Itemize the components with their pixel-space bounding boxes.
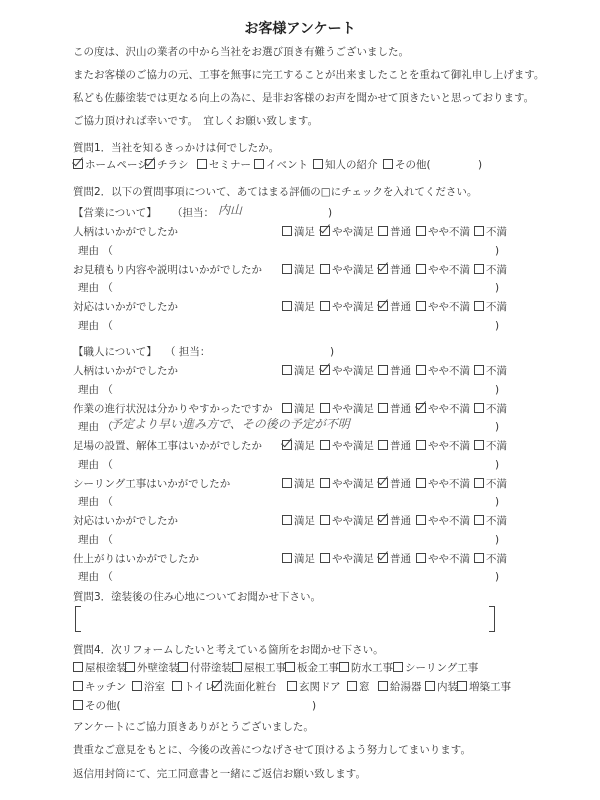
checkbox-icon[interactable] [383, 159, 393, 169]
rating-option[interactable] [378, 300, 411, 314]
rating-option-label: やや満足 [332, 226, 374, 238]
checkbox-icon[interactable] [339, 662, 349, 672]
reason-input[interactable] [110, 278, 490, 294]
q4-option-label: その他( [85, 700, 121, 712]
checkbox-icon[interactable] [378, 226, 388, 236]
craftsmen-staff-close: ) [330, 346, 335, 358]
checkbox-icon[interactable] [474, 440, 484, 450]
reason-input[interactable] [110, 567, 490, 583]
q4-option-label: トイレ [184, 681, 215, 693]
rating-option[interactable] [320, 477, 374, 491]
sales-staff-label: （担当： [172, 207, 214, 219]
q4-option[interactable] [457, 680, 511, 694]
checkbox-icon[interactable] [378, 403, 388, 413]
rating-option-label: 不満 [486, 515, 507, 527]
checkbox-icon[interactable] [425, 681, 435, 691]
rating-option-label: 満足 [294, 365, 315, 377]
checkbox-icon[interactable] [378, 478, 388, 488]
checkbox-icon[interactable] [320, 264, 330, 274]
q4-option[interactable] [339, 661, 393, 675]
reason-close: ) [495, 458, 500, 471]
reason-close: ) [495, 244, 500, 257]
closing-line: アンケートにご協力頂きありがとうございました。 [73, 721, 314, 733]
rating-option-label: 不満 [486, 402, 507, 415]
q1-option[interactable] [73, 158, 148, 172]
rating-question: 仕上がりはいかがでしたか [73, 552, 199, 565]
reason-label: 理由 （ [78, 421, 113, 433]
rating-option[interactable] [320, 402, 374, 416]
q1-option-label: チラシ [157, 159, 189, 171]
rating-option-label: 不満 [486, 365, 507, 377]
rating-option[interactable] [282, 439, 315, 453]
rating-option[interactable] [416, 552, 470, 566]
rating-option-label: やや満足 [332, 365, 374, 377]
rating-option-label: 不満 [486, 477, 507, 490]
question-1: 質問1．当社を知るきっかけは何でしたか。 [73, 142, 280, 154]
sales-staff-value[interactable]: 内山 [218, 203, 243, 217]
checkbox-icon[interactable] [378, 264, 388, 274]
closing-line: 貴重なご意見をもとに、今後の改善につなげさせて頂けるよう努力してまいります。 [73, 744, 471, 756]
rating-option[interactable] [416, 300, 470, 314]
rating-option-label: やや満足 [332, 402, 374, 415]
q4-other-close: ) [312, 700, 317, 712]
checkbox-icon[interactable] [378, 515, 388, 525]
q4-option-label: シーリング工事 [405, 662, 479, 674]
q4-option-label: 洗面化粧台 [224, 681, 277, 693]
reason-close: ) [495, 496, 500, 508]
q4-option-label: 防水工事 [351, 662, 393, 674]
checkbox-icon[interactable] [416, 365, 426, 375]
reason-input[interactable] [110, 241, 490, 257]
q4-option-label: 内装 [437, 681, 458, 693]
q4-option[interactable] [172, 680, 215, 694]
rating-option[interactable] [282, 225, 315, 239]
q4-option-label: 外壁塗装 [137, 662, 179, 674]
answer-bracket-left [75, 606, 81, 632]
checkbox-icon[interactable] [378, 553, 388, 563]
rating-option[interactable] [474, 439, 507, 453]
checkbox-icon[interactable] [320, 440, 330, 450]
rating-option-label: 満足 [294, 477, 315, 490]
checkbox-icon[interactable] [282, 226, 292, 236]
checkbox-icon[interactable] [73, 159, 83, 169]
checkbox-icon[interactable] [197, 159, 207, 169]
checkbox-icon[interactable] [73, 700, 83, 710]
rating-option[interactable] [378, 514, 411, 528]
q4-option[interactable] [212, 680, 277, 694]
rating-option[interactable] [416, 439, 470, 453]
rating-option-label: 不満 [486, 301, 507, 313]
q4-option[interactable] [232, 661, 286, 675]
intro-line: またお客様のご協力の元、工事を無事に完工することが出来ましたことを重ねて御礼申し上げます。 [73, 69, 545, 81]
reason-close: ) [495, 533, 500, 546]
reason-input[interactable] [110, 492, 490, 508]
question-2: 質問2．以下の質問事項について、あてはまる評価の□にチェックを入れてください。 [73, 186, 478, 198]
rating-question: 足場の設置、解体工事はいかがでしたか [73, 440, 262, 452]
rating-option[interactable] [474, 477, 507, 491]
rating-option[interactable] [320, 364, 374, 378]
reason-input[interactable] [110, 530, 490, 546]
checkbox-icon[interactable] [145, 159, 155, 169]
rating-option-label: 満足 [294, 263, 315, 276]
checkbox-icon[interactable] [320, 301, 330, 311]
rating-option-label: 普通 [390, 402, 411, 415]
rating-question: 人柄はいかがでしたか [73, 226, 178, 238]
rating-option-label: 不満 [486, 440, 507, 452]
q4-option[interactable] [378, 680, 422, 694]
rating-option-label: やや不満 [428, 226, 470, 238]
closing-line: 返信用封筒にて、完工同意書と一緒にご返信お願い致します。 [73, 768, 366, 780]
rating-option[interactable] [474, 225, 507, 239]
rating-option[interactable] [474, 364, 507, 378]
rating-question: 対応はいかがでしたか [73, 301, 178, 313]
checkbox-icon[interactable] [320, 553, 330, 563]
rating-option-label: 満足 [294, 515, 315, 527]
q1-option-label: 知人の紹介 [325, 159, 378, 171]
checkbox-icon[interactable] [474, 515, 484, 525]
checkbox-icon[interactable] [282, 515, 292, 525]
rating-option[interactable] [282, 477, 315, 491]
q1-option[interactable] [313, 158, 378, 172]
rating-option-label: 普通 [390, 477, 411, 490]
rating-option-label: 普通 [390, 263, 411, 276]
intro-line: この度は、沢山の業者の中から当社をお選び頂き有難うございました。 [73, 46, 409, 58]
checkbox-icon[interactable] [320, 478, 330, 488]
reason-label: 理由 （ [78, 383, 113, 396]
q4-option-label: 玄関ドア [299, 681, 341, 693]
q4-option[interactable] [285, 661, 339, 675]
rating-option-label: やや不満 [428, 477, 470, 490]
checkbox-icon[interactable] [282, 264, 292, 274]
answer-bracket-right [489, 606, 495, 632]
checkbox-icon[interactable] [416, 478, 426, 488]
reason-input[interactable] [110, 316, 490, 332]
checkbox-icon[interactable] [320, 515, 330, 525]
checkbox-icon[interactable] [416, 264, 426, 274]
rating-option[interactable] [416, 402, 470, 416]
q1-option[interactable] [197, 158, 251, 172]
rating-option-label: やや満足 [332, 477, 374, 490]
rating-option[interactable] [416, 364, 470, 378]
rating-option-label: 不満 [486, 226, 507, 238]
q1-option-label: イベント [266, 159, 308, 171]
rating-option-label: やや不満 [428, 402, 470, 415]
rating-option-label: やや不満 [428, 263, 470, 276]
checkbox-icon[interactable] [282, 478, 292, 488]
checkbox-icon[interactable] [393, 662, 403, 672]
rating-question: 対応はいかがでしたか [73, 515, 178, 527]
rating-option[interactable] [474, 402, 507, 416]
checkbox-icon[interactable] [320, 226, 330, 236]
rating-option[interactable] [282, 402, 315, 416]
rating-option[interactable] [320, 225, 374, 239]
checkbox-icon[interactable] [73, 662, 83, 672]
q4-option-label: 増築工事 [469, 681, 511, 693]
rating-option-label: 普通 [390, 365, 411, 377]
rating-option[interactable] [416, 225, 470, 239]
rating-option-label: 満足 [294, 440, 315, 452]
intro-line: ご協力頂ければ幸いです。 宜しくお願い致します。 [73, 115, 319, 127]
checkbox-icon[interactable] [416, 440, 426, 450]
q4-option[interactable] [132, 680, 165, 694]
rating-option-label: やや満足 [332, 515, 374, 527]
rating-option-label: 不満 [486, 552, 507, 565]
rating-option-label: 満足 [294, 301, 315, 313]
checkbox-icon[interactable] [474, 264, 484, 274]
checkbox-icon[interactable] [474, 403, 484, 413]
checkbox-icon[interactable] [172, 681, 182, 691]
rating-option-label: 普通 [390, 301, 411, 313]
reason-label: 理由 （ [78, 458, 113, 471]
rating-option[interactable] [378, 477, 411, 491]
rating-option[interactable] [282, 364, 315, 378]
intro-line: 私ども佐藤塗装では更なる向上の為に、是非お客様のお声を聞かせて頂きたいと思っております。 [73, 92, 535, 104]
checkbox-icon[interactable] [73, 681, 83, 691]
rating-option[interactable] [378, 439, 411, 453]
q1-other-close: ) [478, 159, 483, 171]
rating-option[interactable] [474, 514, 507, 528]
checkbox-icon[interactable] [287, 681, 297, 691]
reason-input[interactable] [110, 455, 490, 471]
checkbox-icon[interactable] [282, 553, 292, 563]
checkbox-icon[interactable] [320, 365, 330, 375]
rating-option-label: やや不満 [428, 515, 470, 527]
rating-option[interactable] [474, 263, 507, 277]
rating-option[interactable] [320, 552, 374, 566]
rating-option-label: 普通 [390, 552, 411, 565]
rating-option-label: やや満足 [332, 263, 374, 276]
q4-option-label: 浴室 [144, 681, 165, 693]
checkbox-icon[interactable] [457, 681, 467, 691]
checkbox-icon[interactable] [282, 403, 292, 413]
checkbox-icon[interactable] [282, 365, 292, 375]
rating-option[interactable] [416, 477, 470, 491]
rating-option[interactable] [320, 439, 374, 453]
reason-label: 理由 （ [78, 571, 113, 583]
rating-option[interactable] [416, 263, 470, 277]
q4-option-label: 屋根工事 [244, 662, 286, 674]
rating-question: 作業の進行状況は分かりやすかったですか [73, 402, 273, 415]
checkbox-icon[interactable] [378, 301, 388, 311]
reason-label: 理由 （ [78, 319, 113, 332]
rating-option-label: 満足 [294, 402, 315, 415]
rating-option[interactable] [378, 552, 411, 566]
checkbox-icon[interactable] [125, 662, 135, 672]
q4-option[interactable] [73, 699, 121, 713]
rating-option[interactable] [282, 552, 315, 566]
q4-option[interactable] [347, 680, 370, 694]
q1-option[interactable] [383, 158, 431, 172]
q4-option[interactable] [178, 661, 232, 675]
checkbox-icon[interactable] [474, 553, 484, 563]
rating-option-label: 普通 [390, 440, 411, 452]
sales-header: 【営業について】 [73, 207, 157, 219]
q4-option-label: 板金工事 [297, 662, 339, 674]
q4-option-label: キッチン [85, 681, 127, 693]
checkbox-icon[interactable] [474, 365, 484, 375]
rating-option[interactable] [320, 300, 374, 314]
reason-close: ) [495, 319, 500, 332]
rating-option-label: やや不満 [428, 301, 470, 313]
rating-option[interactable] [282, 263, 315, 277]
rating-option-label: やや不満 [428, 440, 470, 452]
rating-option-label: やや不満 [428, 365, 470, 377]
reason-label: 理由 （ [78, 533, 113, 546]
q1-option-label: セミナー [209, 159, 251, 171]
rating-option-label: やや満足 [332, 552, 374, 565]
q4-option-label: 給湯器 [390, 681, 422, 693]
checkbox-icon[interactable] [347, 681, 357, 691]
reason-label: 理由 （ [78, 282, 113, 294]
q4-option[interactable] [425, 680, 458, 694]
q1-option[interactable] [254, 158, 308, 172]
rating-option[interactable] [378, 402, 411, 416]
checkbox-icon[interactable] [320, 403, 330, 413]
checkbox-icon[interactable] [178, 662, 188, 672]
checkbox-icon[interactable] [254, 159, 264, 169]
rating-question: シーリング工事はいかがでしたか [73, 477, 231, 490]
q4-option[interactable] [393, 661, 478, 675]
checkbox-icon[interactable] [416, 403, 426, 413]
rating-option-label: 普通 [390, 515, 411, 527]
q1-option[interactable] [145, 158, 189, 172]
page-title: お客様アンケート [244, 21, 356, 37]
checkbox-icon[interactable] [474, 226, 484, 236]
q4-option[interactable] [73, 680, 126, 694]
reason-close: ) [495, 282, 500, 294]
q1-option-label: その他( [395, 159, 431, 171]
q4-option[interactable] [287, 680, 341, 694]
checkbox-icon[interactable] [416, 515, 426, 525]
checkbox-icon[interactable] [232, 662, 242, 672]
rating-option[interactable] [378, 225, 411, 239]
rating-option[interactable] [282, 300, 315, 314]
reason-close: ) [495, 421, 500, 433]
q4-option-label: 屋根塗装 [85, 662, 127, 674]
rating-option[interactable] [474, 552, 507, 566]
checkbox-icon[interactable] [416, 553, 426, 563]
rating-question: お見積もり内容や説明はいかがでしたか [73, 263, 262, 276]
rating-option[interactable] [320, 514, 374, 528]
rating-option-label: やや満足 [332, 301, 374, 313]
reason-label: 理由 （ [78, 496, 113, 508]
checkbox-icon[interactable] [416, 226, 426, 236]
q4-option-label: 窓 [359, 681, 370, 693]
q4-option-label: 付帯塗装 [190, 662, 232, 674]
checkbox-icon[interactable] [282, 440, 292, 450]
craftsmen-header: 【職人について】 [73, 346, 157, 358]
rating-option[interactable] [378, 364, 411, 378]
checkbox-icon[interactable] [282, 301, 292, 311]
reason-input[interactable] [110, 380, 490, 396]
checkbox-icon[interactable] [378, 440, 388, 450]
checkbox-icon[interactable] [378, 681, 388, 691]
reason-label: 理由 （ [78, 244, 113, 257]
reason-close: ) [495, 571, 500, 583]
checkbox-icon[interactable] [132, 681, 142, 691]
rating-option-label: 不満 [486, 263, 507, 276]
checkbox-icon[interactable] [285, 662, 295, 672]
question-3-answer[interactable] [90, 611, 485, 627]
rating-option-label: やや満足 [332, 440, 374, 452]
rating-option[interactable] [416, 514, 470, 528]
rating-option[interactable] [282, 514, 315, 528]
checkbox-icon[interactable] [416, 301, 426, 311]
rating-option[interactable] [378, 263, 411, 277]
checkbox-icon[interactable] [378, 365, 388, 375]
rating-option-label: 普通 [390, 226, 411, 238]
checkbox-icon[interactable] [474, 478, 484, 488]
question-4: 質問4．次リフォームしたいと考えている箇所をお聞かせ下さい。 [73, 644, 384, 656]
rating-option[interactable] [320, 263, 374, 277]
reason-close: ) [495, 383, 500, 396]
rating-question: 人柄はいかがでしたか [73, 365, 178, 377]
checkbox-icon[interactable] [212, 681, 222, 691]
reason-input[interactable]: 予定より早い進み方で、その後の予定が不明 [110, 417, 350, 431]
sales-staff-close: ) [328, 207, 333, 219]
q4-option[interactable] [125, 661, 179, 675]
craftsmen-staff-label: （ 担当： [165, 346, 211, 358]
rating-option-label: やや不満 [428, 552, 470, 565]
q4-option[interactable] [73, 661, 127, 675]
question-3: 質問3．塗装後の住み心地についてお聞かせ下さい。 [73, 591, 321, 603]
checkbox-icon[interactable] [313, 159, 323, 169]
rating-option-label: 満足 [294, 552, 315, 565]
checkbox-icon[interactable] [474, 301, 484, 311]
rating-option-label: 満足 [294, 226, 315, 238]
rating-option[interactable] [474, 300, 507, 314]
q1-option-label: ホームページ [85, 159, 148, 171]
